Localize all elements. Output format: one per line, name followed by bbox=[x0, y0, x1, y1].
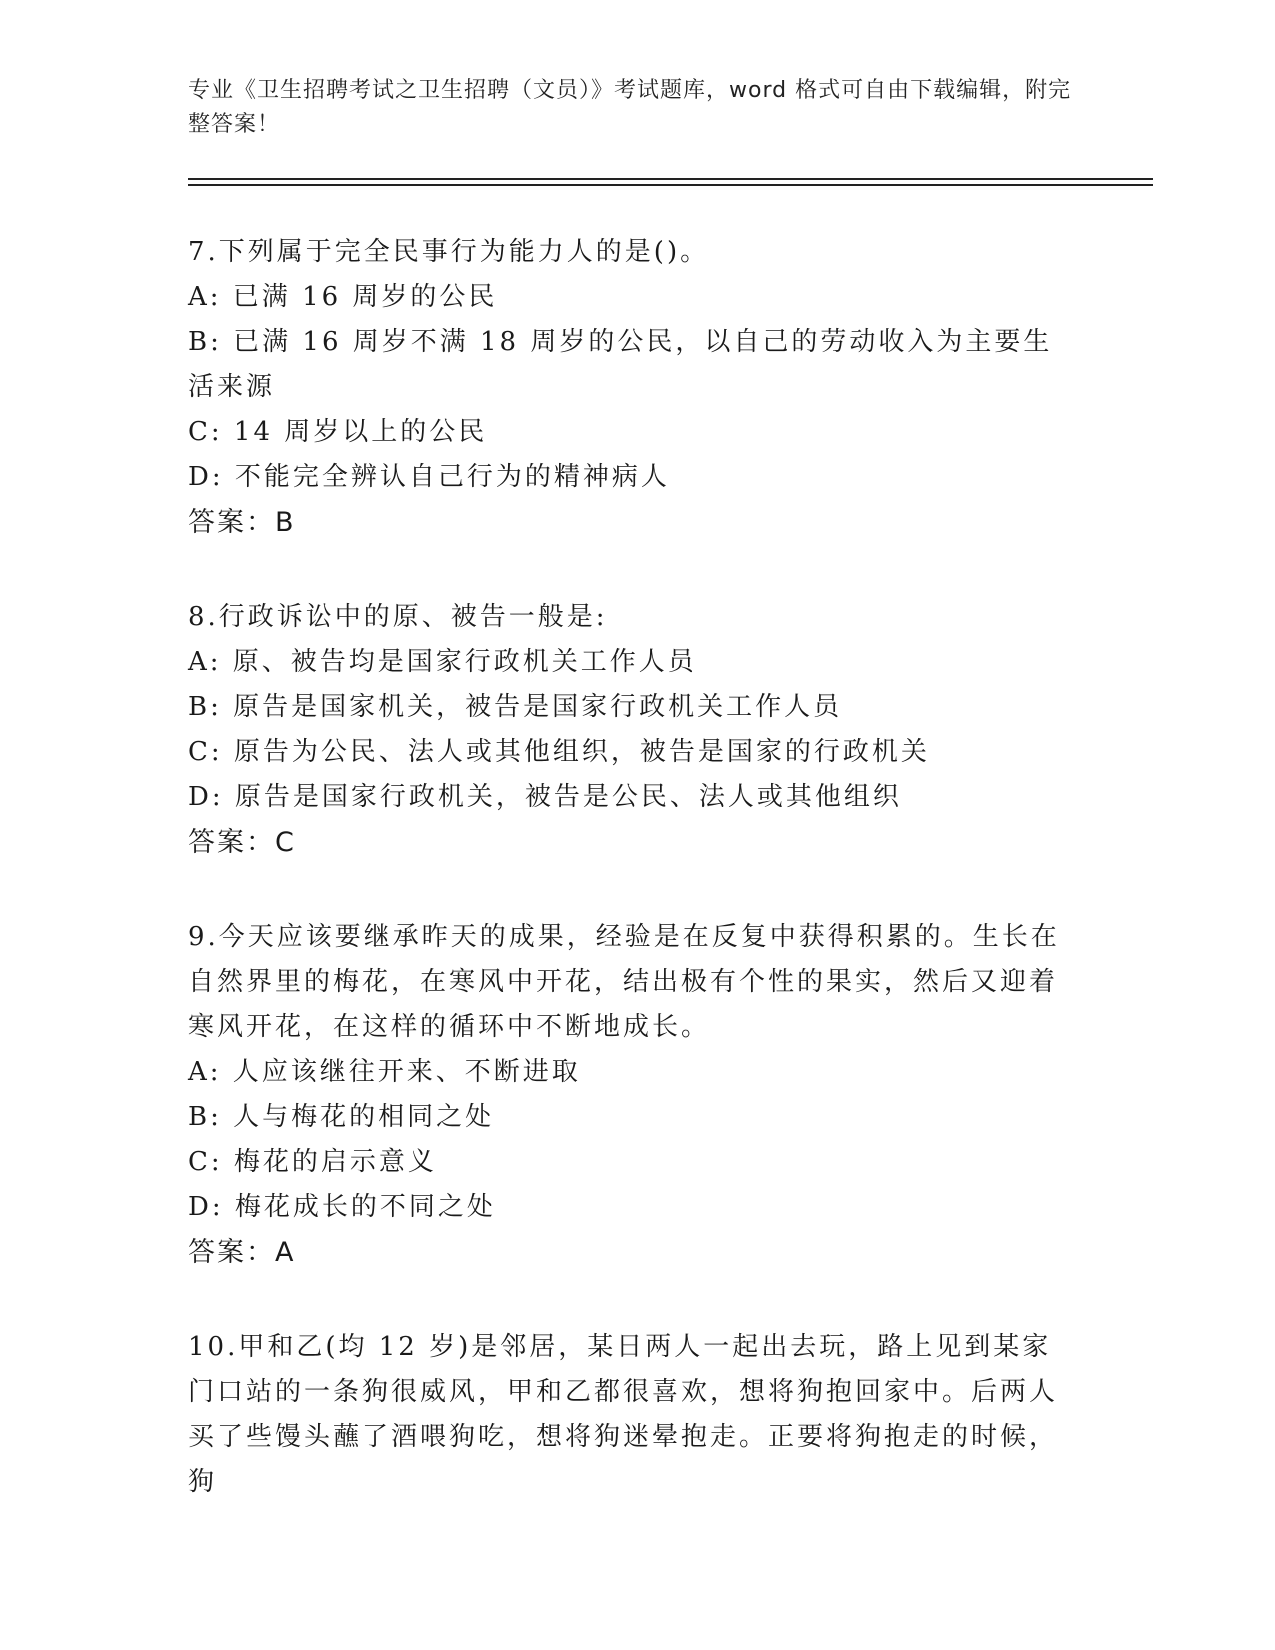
option-a: A: 人应该继往开来、不断进取 bbox=[188, 1057, 581, 1087]
header-divider-bottom bbox=[188, 184, 1153, 186]
question-stem: 9.今天应该要继承昨天的成果，经验是在反复中获得积累的。生长在自然界里的梅花，在寒风中开花，结出极有个性的果实，然后又迎着寒风开花，在这样的循环中不断地成长。 bbox=[188, 922, 1060, 1042]
header-divider-top bbox=[188, 178, 1153, 180]
question-7 bbox=[188, 230, 1068, 545]
option-b: B: 原告是国家机关，被告是国家行政机关工作人员 bbox=[188, 692, 843, 722]
option-d: D: 不能完全辨认自己行为的精神病人 bbox=[188, 462, 670, 492]
option-d: D: 原告是国家行政机关，被告是公民、法人或其他组织 bbox=[188, 782, 902, 812]
answer-label: 答案：B bbox=[188, 507, 296, 538]
option-a: A: 已满 16 周岁的公民 bbox=[188, 282, 498, 312]
option-b: B: 已满 16 周岁不满 18 周岁的公民，以自己的劳动收入为主要生活来源 bbox=[188, 327, 1053, 402]
answer-label: 答案：A bbox=[188, 1237, 296, 1268]
option-c: C: 14 周岁以上的公民 bbox=[188, 417, 488, 447]
question-9 bbox=[188, 915, 1068, 1275]
question-stem: 10.甲和乙(均 12 岁)是邻居，某日两人一起出去玩，路上见到某家门口站的一条狗很威风，甲和乙都很喜欢，想将狗抱回家中。后两人买了些馒头蘸了酒喂狗吃，想将狗迷晕抱走。正要将狗抱走的时候，狗 bbox=[188, 1332, 1059, 1497]
question-list bbox=[188, 230, 1068, 1555]
answer-label: 答案：C bbox=[188, 827, 296, 858]
option-a: A: 原、被告均是国家行政机关工作人员 bbox=[188, 647, 697, 677]
header-note: 专业《卫生招聘考试之卫生招聘（文员）》考试题库，word 格式可自由下载编辑，附完整答案！ bbox=[188, 78, 1072, 137]
question-stem: 7.下列属于完全民事行为能力人的是()。 bbox=[188, 237, 710, 267]
question-10 bbox=[188, 1325, 1068, 1505]
question-8 bbox=[188, 595, 1068, 865]
option-b: B: 人与梅花的相同之处 bbox=[188, 1102, 495, 1132]
question-stem: 8.行政诉讼中的原、被告一般是: bbox=[188, 602, 608, 632]
option-c: C: 梅花的启示意义 bbox=[188, 1147, 437, 1177]
option-c: C: 原告为公民、法人或其他组织，被告是国家的行政机关 bbox=[188, 737, 930, 767]
option-d: D: 梅花成长的不同之处 bbox=[188, 1192, 496, 1222]
